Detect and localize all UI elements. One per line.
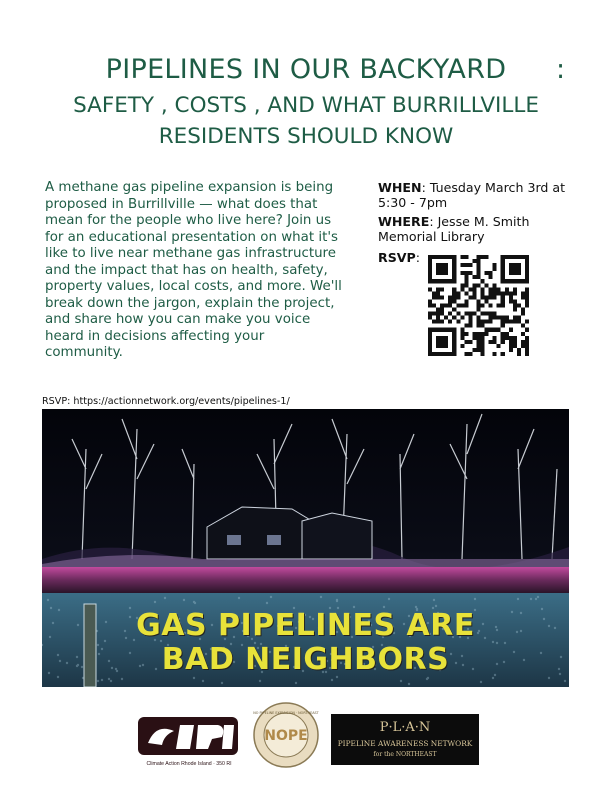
plan-line1: PIPELINE AWARENESS NETWORK	[337, 739, 473, 748]
plan-title: P·L·A·N	[379, 720, 431, 735]
banner-line2: BAD NEIGHBORS	[161, 642, 450, 677]
title-colon: :	[556, 54, 566, 85]
rsvp-colon: :	[415, 250, 420, 265]
plan-line2: for the NORTHEAST	[373, 751, 437, 758]
pipeline	[42, 567, 569, 593]
flyer-subtitle-line1: SAFETY , COSTS , AND WHAT BURRILLVILLE	[73, 93, 539, 118]
when-value: : Tuesday March 3rd at 5:30 - 7pm	[378, 180, 566, 210]
event-when	[378, 180, 578, 210]
where-label: WHERE	[378, 214, 430, 229]
plan-logo	[331, 714, 479, 765]
flyer-title-line1	[0, 54, 612, 85]
event-where	[378, 214, 578, 244]
nope-text: NOPE	[264, 728, 308, 744]
climate-action-ri-logo	[134, 713, 244, 769]
title-text: PIPELINES IN OUR BACKYARD	[105, 54, 507, 85]
qr-code-icon[interactable]	[428, 255, 529, 356]
event-rsvp	[378, 250, 420, 265]
when-label: WHEN	[378, 180, 422, 195]
capri-caption: Climate Action Rhode Island · 350 RI	[146, 761, 232, 767]
pipeline-photo	[42, 409, 569, 687]
nope-ring-text: NO PIPELINE EXPANSION · NORTHEAST	[253, 711, 319, 715]
rsvp-link[interactable]: RSVP: https://actionnetwork.org/events/pipelines-1/	[42, 396, 290, 407]
banner-line1: GAS PIPELINES ARE	[136, 608, 475, 643]
event-description: A methane gas pipeline expansion is being proposed in Burrillville — what does that mean for the people who live here? Join us for an educational presentation on what it's like to live near methane gas infrastructure and the impact that has on health, safety, property values, local costs, and more. We'll break down the jargon, explain the project, and share how you can make you voice heard in decisions affecting your community.	[45, 180, 342, 360]
where-value: : Jesse M. Smith Memorial Library	[378, 214, 530, 244]
flyer-subtitle-line2: RESIDENTS SHOULD KNOW	[158, 124, 454, 149]
rsvp-label: RSVP	[378, 250, 416, 265]
nope-logo	[252, 701, 320, 769]
